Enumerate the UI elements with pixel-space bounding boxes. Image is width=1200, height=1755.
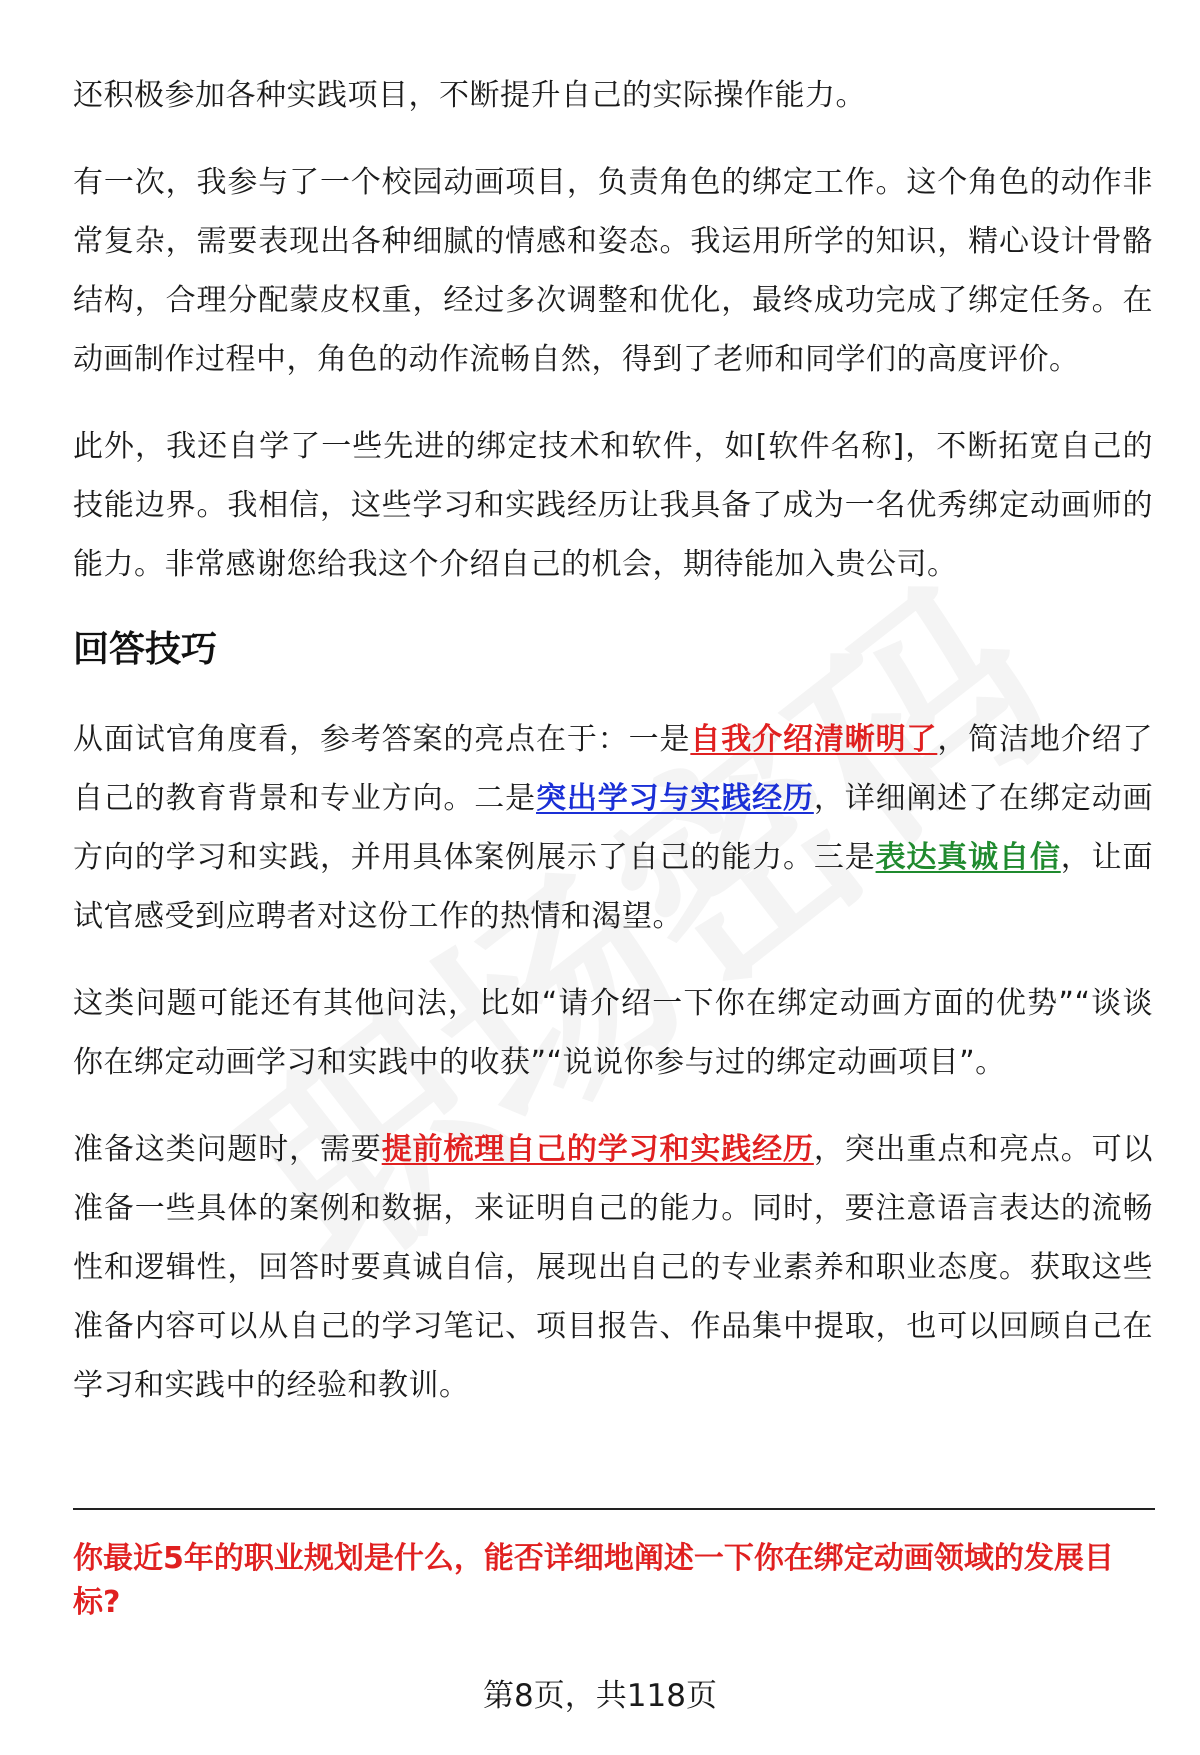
highlight-clear-intro: 自我介绍清晰明了 xyxy=(690,722,938,757)
section-title-answer-tips: 回答技巧 xyxy=(73,629,218,670)
paragraph-self-study: 此外，我还自学了一些先进的绑定技术和软件，如[软件名称]，不断拓宽自己的技能边界。我相信，这些学习和实践经历让我具备了成为一名优秀绑定动画师的能力。非常感谢您给我这个介绍自己的机会，期待能加入贵公司。 xyxy=(73,429,1153,582)
paragraph-tips-highlights xyxy=(73,710,1153,946)
section-divider xyxy=(73,1508,1155,1510)
tips-text-1: 从面试官角度看，参考答案的亮点在于：一是 xyxy=(73,722,691,757)
tips-text-3: ，详细阐述了在绑定动画方向的学习和实践，并用具体案例展示了自己的能力。三是 xyxy=(73,781,1154,875)
highlight-study-practice: 突出学习与实践经历 xyxy=(536,781,814,816)
tips-text-2: ，简洁地介绍了自己的教育背景和专业方向。二是 xyxy=(73,722,1154,816)
highlight-organize-experience: 提前梳理自己的学习和实践经历 xyxy=(381,1132,814,1167)
next-question-title: 你最近5年的职业规划是什么，能否详细地阐述一下你在绑定动画领域的发展目标? xyxy=(73,1541,1114,1620)
paragraph-preparation xyxy=(73,1120,1153,1415)
prep-text-2: ，突出重点和亮点。可以准备一些具体的案例和数据，来证明自己的能力。同时，要注意语言表达的流畅性和逻辑性，回答时要真诚自信，展现出自己的专业素养和职业态度。获取这些准备内容可以从自己的学习笔记、项目报告、作品集中提取，也可以回顾自己在学习和实践中的经验和教训。 xyxy=(73,1132,1154,1403)
paragraph-practice-intro: 还积极参加各种实践项目，不断提升自己的实际操作能力。 xyxy=(73,78,866,113)
tips-text-4: ，让面试官感受到应聘者对这份工作的热情和渴望。 xyxy=(73,840,1154,934)
page-content xyxy=(73,66,1153,1443)
paragraph-campus-project: 有一次，我参与了一个校园动画项目，负责角色的绑定工作。这个角色的动作非常复杂，需要表现出各种细腻的情感和姿态。我运用所学的知识，精心设计骨骼结构，合理分配蒙皮权重，经过多次调整和优化，最终成功完成了绑定任务。在动画制作过程中，角色的动作流畅自然，得到了老师和同学们的高度评价。 xyxy=(73,165,1153,377)
prep-text-1: 准备这类问题时，需要 xyxy=(73,1132,382,1167)
page-number-footer: 第8页，共118页 xyxy=(483,1678,717,1714)
highlight-sincere-confident: 表达真诚自信 xyxy=(875,840,1061,875)
paragraph-alternative-questions: 这类问题可能还有其他问法，比如“请介绍一下你在绑定动画方面的优势”“谈谈你在绑定动画学习和实践中的收获”“说说你参与过的绑定动画项目”。 xyxy=(73,986,1153,1080)
